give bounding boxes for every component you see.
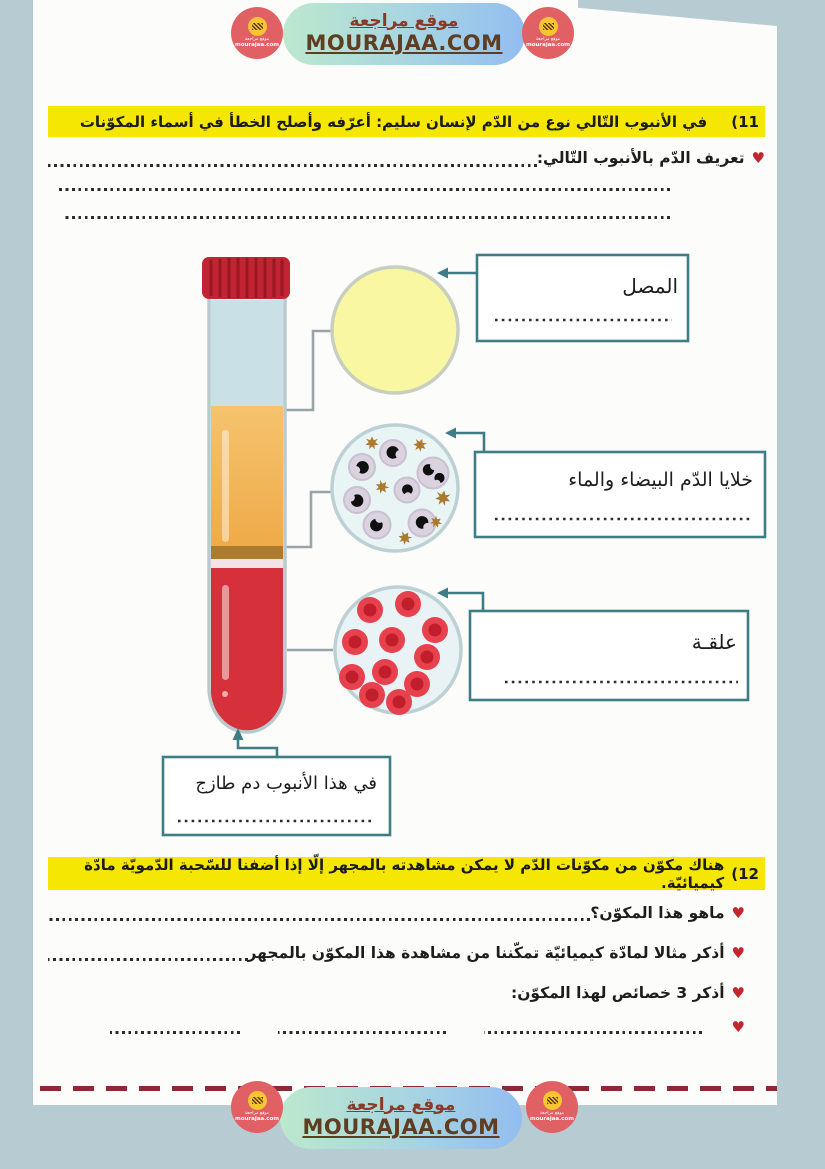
logo-title: موقع مراجعة [244, 37, 270, 42]
q12-bullet-1-text: ماهو هذا المكوّن؟ [590, 904, 725, 922]
question-11-text: في الأنبوب التّالي نوع من الدّم لإنسان سليم: أعرّفه وأصلح الخطأ في أسماء المكوّنات [79, 112, 708, 131]
fresh-blood-label-box [163, 757, 390, 835]
serum-magnifier-circle [332, 267, 458, 393]
leech-label-box [470, 611, 748, 700]
wbc-label-box [475, 452, 765, 537]
tube-layer-red-cells [211, 568, 283, 738]
logo-scribble-icon [252, 1097, 263, 1104]
fresh-blood-label: في هذا الأنبوب دم طازج [195, 773, 377, 794]
test-tube [202, 257, 290, 738]
answer-dotted-blank [484, 1031, 702, 1034]
tube-connector-lines [283, 331, 333, 650]
tube-layer-pale-band [211, 559, 283, 568]
logo-domain: mourajaa.com [234, 1116, 280, 1123]
logo-domain: mourajaa.com [525, 42, 571, 49]
answer-dotted-line [59, 188, 670, 191]
logo-book-icon [543, 1091, 562, 1110]
brand-logo-icon [231, 7, 283, 59]
site-name-arabic: موقع مراجعة [349, 10, 459, 31]
question-12-highlight [48, 857, 765, 890]
answer-dotted-blank [48, 918, 590, 921]
brand-logo-icon [526, 1081, 578, 1133]
wbc-label: خلايا الدّم البيضاء والماء [568, 469, 753, 491]
serum-label: المصل [622, 274, 678, 298]
tube-layer-water [211, 300, 283, 406]
heart-bullet-icon: ♥ [751, 149, 765, 167]
site-name-arabic: موقع مراجعة [346, 1094, 456, 1115]
logo-book-icon [248, 17, 267, 36]
logo-title: موقع مراجعة [244, 1111, 270, 1116]
q12-bullet-3-row [48, 979, 745, 1007]
site-domain: MOURAJAA.COM [302, 1115, 500, 1140]
site-header-badge [283, 3, 525, 65]
logo-domain: mourajaa.com [529, 1116, 575, 1123]
answer-dotted-blank [110, 1031, 240, 1034]
logo-scribble-icon [543, 23, 554, 30]
rbc-magnifier-circle [335, 587, 461, 715]
question-12-text: هناك مكوّن من مكوّنات الدّم لا يمكن مشاهدته بالمجهر إلّا إذا أضفنا للسّحبة الدّمويّة مادّة كيميائيّة. [84, 855, 725, 892]
heart-bullet-icon: ♥ [731, 1018, 745, 1036]
serum-label-box [477, 255, 688, 341]
definition-label: تعريف الدّم بالأنبوب التّالي: [536, 149, 745, 167]
heart-bullet-icon: ♥ [731, 984, 745, 1002]
tube-cap [202, 257, 290, 299]
q12-bullet-2-row [48, 939, 745, 967]
brand-logo-icon [231, 1081, 283, 1133]
logo-title: موقع مراجعة [539, 1111, 565, 1116]
logo-scribble-icon [547, 1097, 558, 1104]
tube-layer-buffy-coat [211, 546, 283, 559]
heart-bullet-icon: ♥ [731, 904, 745, 922]
tube-layer-plasma [211, 406, 283, 546]
logo-book-icon [539, 17, 558, 36]
q12-blanks-row [48, 1014, 745, 1040]
heart-bullet-icon: ♥ [731, 944, 745, 962]
leech-label: علقـة [691, 630, 737, 654]
answer-dotted-line [65, 216, 670, 219]
definition-prompt-row [48, 143, 765, 173]
logo-book-icon [248, 1091, 267, 1110]
question-12-number: (12 [731, 864, 759, 883]
logo-title: موقع مراجعة [535, 37, 561, 42]
answer-dotted-blank [278, 1031, 446, 1034]
question-11-highlight [48, 106, 765, 137]
answer-dotted-blank [48, 958, 248, 961]
q12-bullet-1-row [48, 899, 745, 927]
question-11-number: (11 [731, 112, 759, 131]
site-domain: MOURAJAA.COM [305, 31, 503, 56]
answer-dotted-blank [48, 164, 537, 167]
logo-scribble-icon [252, 23, 263, 30]
wbc-magnifier-circle [332, 425, 458, 551]
logo-domain: mourajaa.com [234, 42, 280, 49]
site-footer-badge [280, 1087, 522, 1149]
q12-bullet-3-text: أذكر 3 خصائص لهذا المكوّن: [511, 984, 725, 1002]
q12-bullet-2-text: أذكر مثالا لمادّة كيميائيّة تمكّننا من مشاهدة هذا المكوّن بالمجهر [247, 944, 725, 962]
brand-logo-icon [522, 7, 574, 59]
blood-tube-diagram [33, 240, 777, 855]
